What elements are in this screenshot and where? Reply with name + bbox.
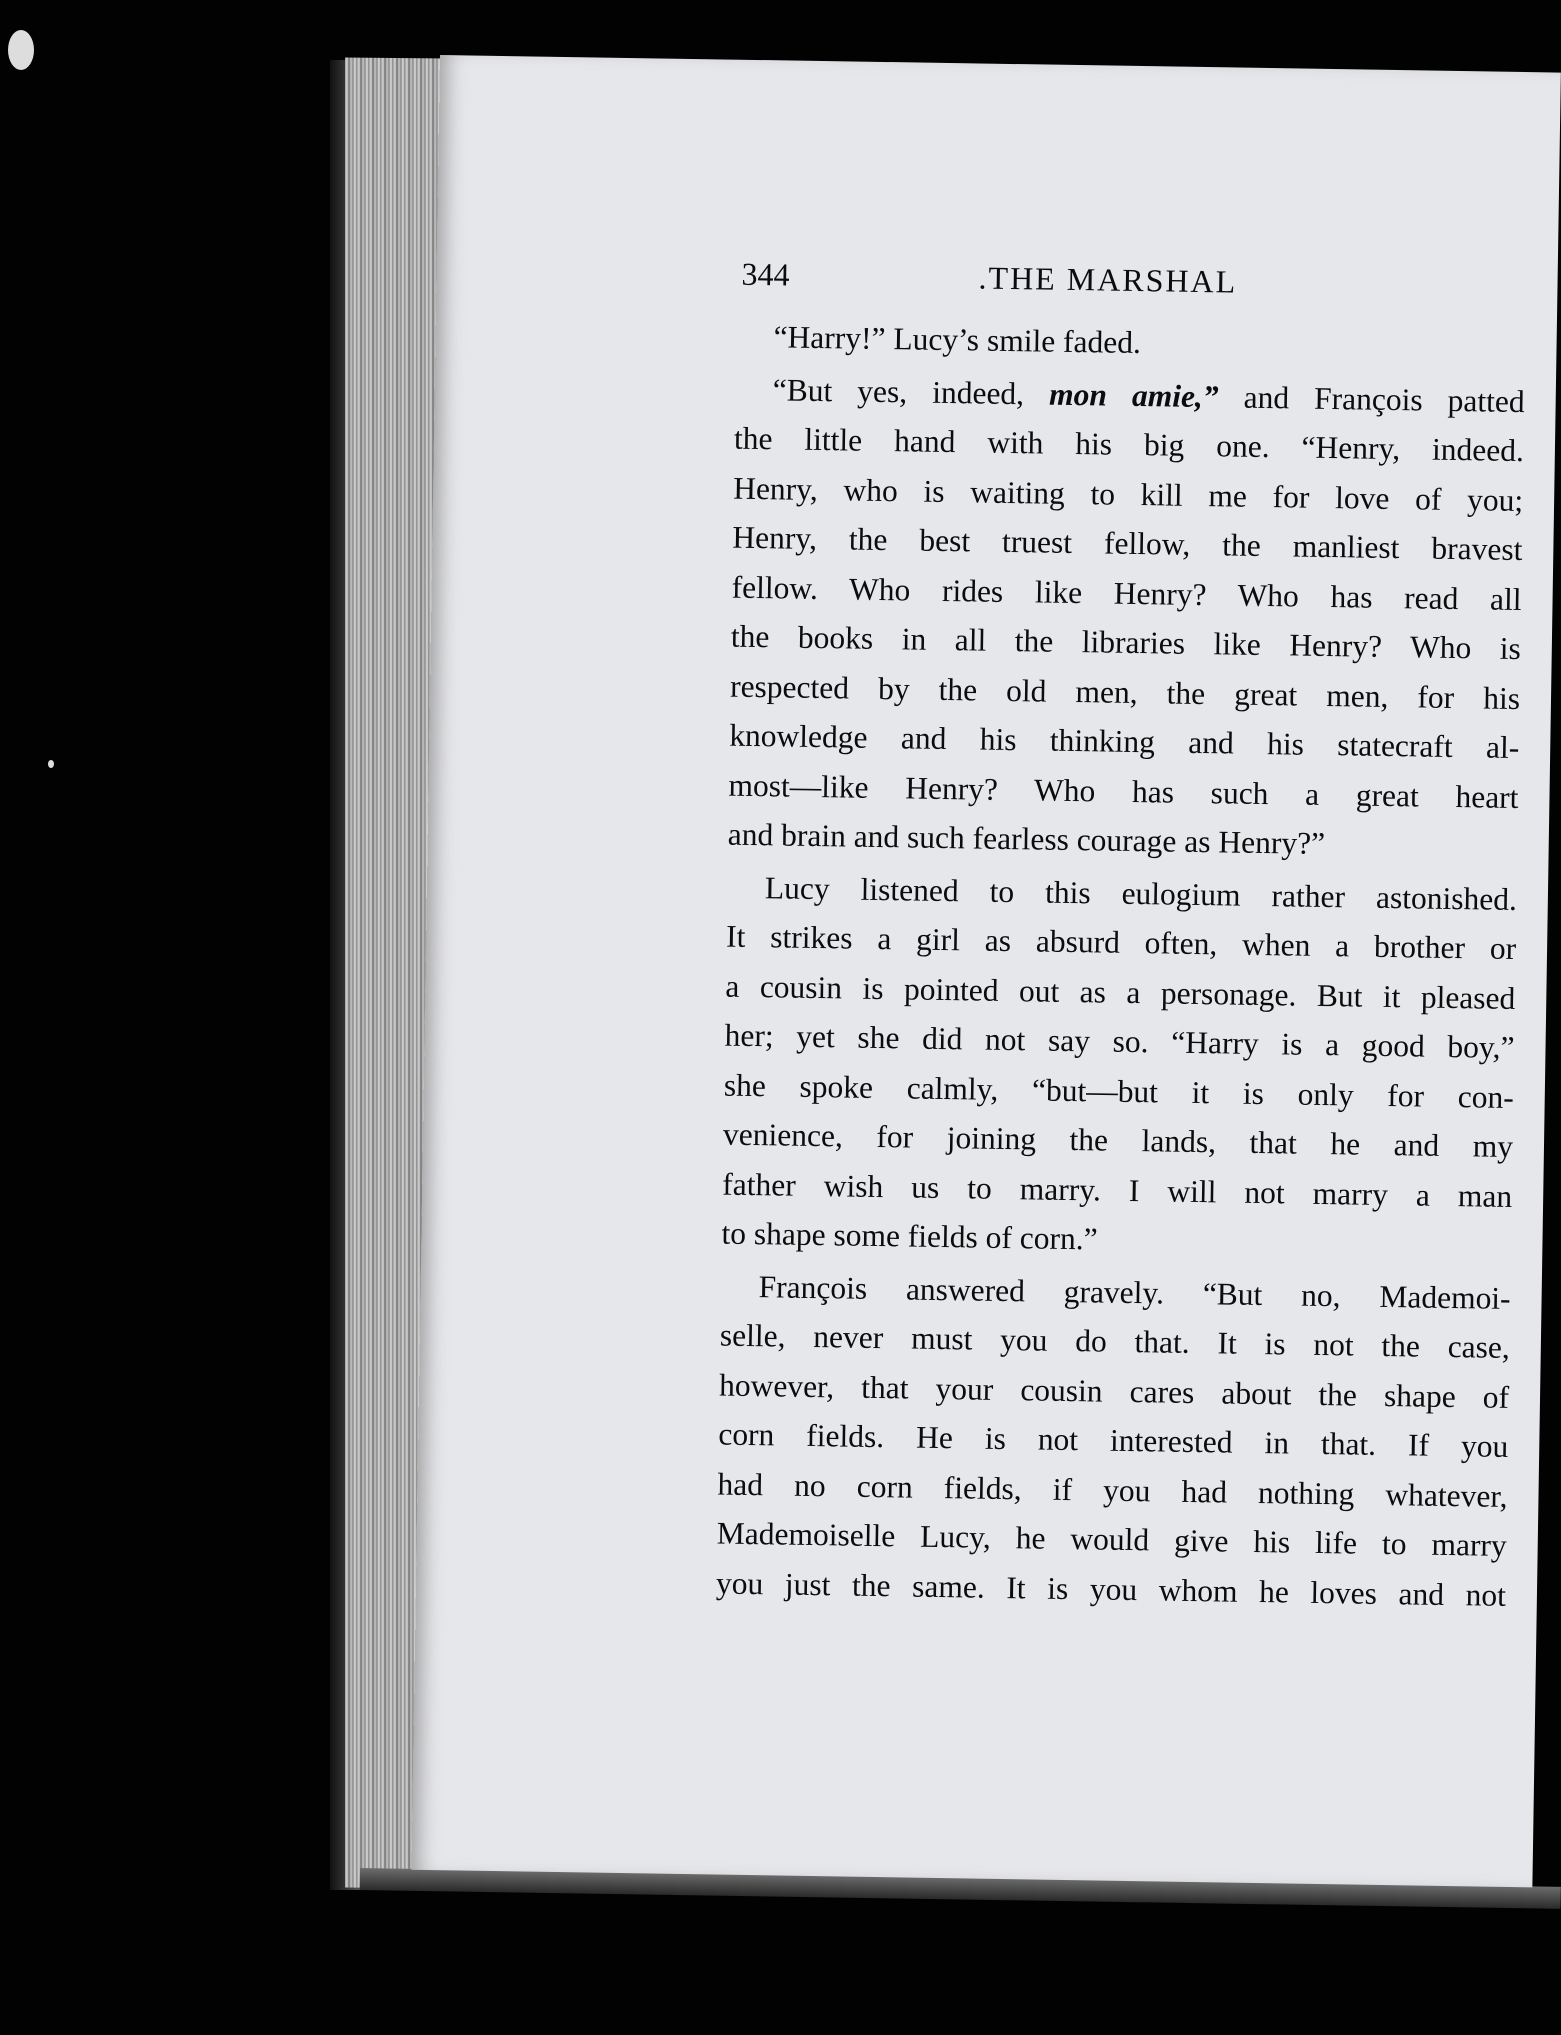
page-header xyxy=(736,250,1527,324)
text-line: Mademoiselle Lucy, he would give his life to marry xyxy=(716,1515,1507,1563)
text-line: to shape some fields of corn.” xyxy=(721,1215,1098,1257)
text-line: however, that your cousin cares about the shape of xyxy=(718,1367,1510,1415)
paragraph-4 xyxy=(716,1261,1511,1620)
text-line: and brain and such fearless courage as Henry?” xyxy=(727,816,1326,861)
text-line: “Harry!” Lucy’s smile faded. xyxy=(773,319,1142,361)
text-line: corn fields. He is not interested in that. If you xyxy=(718,1416,1509,1464)
running-title: .THE MARSHAL xyxy=(978,259,1238,300)
text-line: selle, never must you do that. It is not the case, xyxy=(719,1317,1511,1365)
paragraph-2 xyxy=(727,364,1525,871)
text-line: a cousin is pointed out as a personage. But it pleased xyxy=(725,968,1516,1016)
book-page xyxy=(411,55,1560,1887)
text-line: most—like Henry? Who has such a great heart xyxy=(728,767,1519,815)
text-line: respected by the old men, the great men, for his xyxy=(729,668,1521,716)
text-line: Henry, the best truest fellow, the manliest bravest xyxy=(732,519,1523,568)
text-line: It strikes a girl as absurd often, when a brother or xyxy=(725,918,1517,967)
text-line: fellow. Who rides like Henry? Who has read all xyxy=(731,569,1522,617)
paragraph-3 xyxy=(721,862,1517,1270)
text-line: father wish us to marry. I will not marry a man xyxy=(722,1166,1513,1214)
text-line: her; yet she did not say so. “Harry is a good boy,” xyxy=(724,1017,1515,1065)
text-line: Henry, who is waiting to kill me for love of you; xyxy=(732,470,1524,518)
text-line: the books in all the libraries like Henry? Who is xyxy=(730,618,1522,667)
text-line: “But yes, indeed, mon amie,” and François patted xyxy=(772,371,1525,419)
text-line: venience, for joining the lands, that he and my xyxy=(722,1116,1514,1164)
text-line: had no corn fields, if you had nothing whatever, xyxy=(717,1466,1508,1514)
page-number: 344 xyxy=(741,255,790,293)
text-line: François answered gravely. “But no, Mademoi- xyxy=(758,1268,1511,1316)
dust-speck xyxy=(48,760,54,768)
text-line: Lucy listened to this eulogium rather astonished. xyxy=(764,869,1518,917)
text-line: you just the same. It is you whom he loves and not xyxy=(715,1565,1507,1613)
italic-phrase: mon amie,” xyxy=(1048,376,1219,414)
dust-speck xyxy=(8,30,34,70)
page-text-block xyxy=(716,250,1527,1620)
text-line: the little hand with his big one. “Henry, indeed. xyxy=(733,420,1525,469)
text-line: knowledge and his thinking and his statecraft al- xyxy=(729,717,1520,766)
text-line: she spoke calmly, “but—but it is only for con- xyxy=(723,1067,1515,1115)
